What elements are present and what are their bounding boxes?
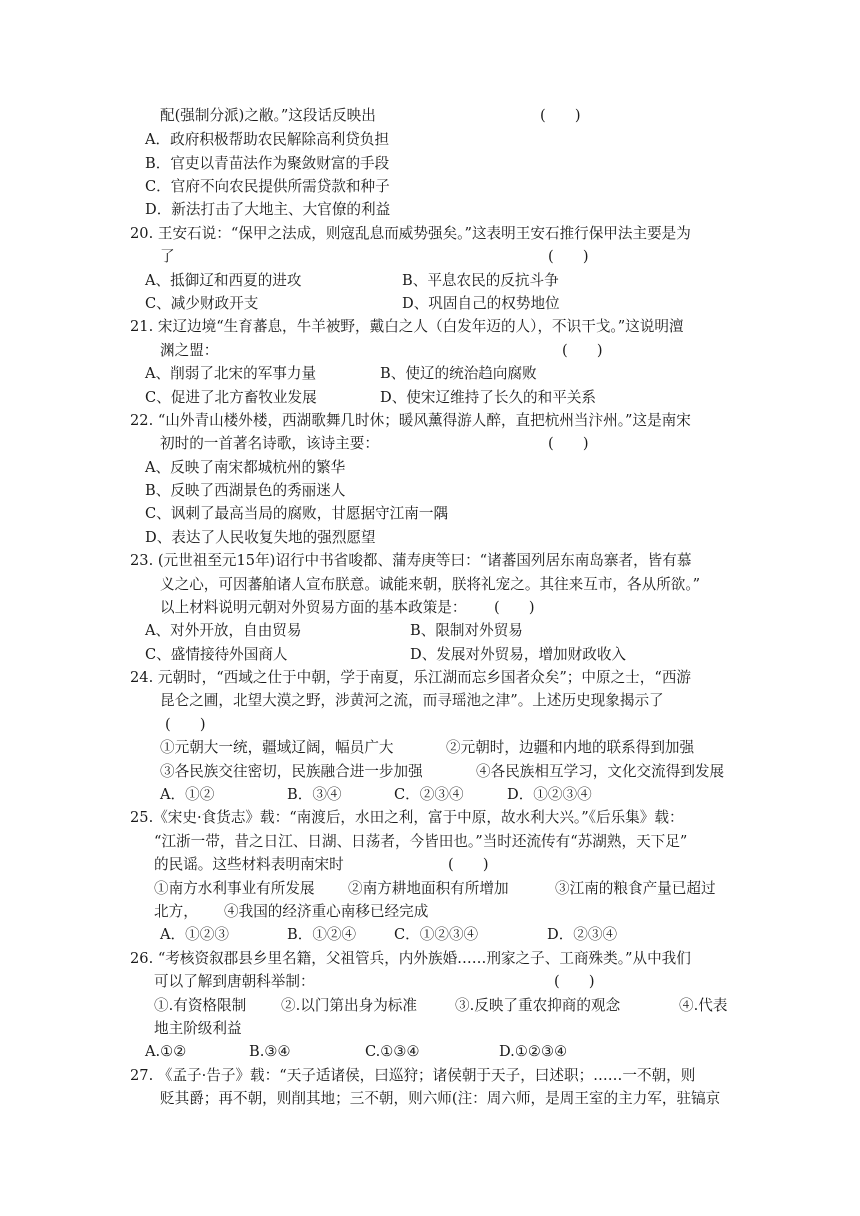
text-line: B、反映了西湖景色的秀丽迷人 (145, 482, 346, 499)
text-line: ④.代表 (679, 997, 728, 1014)
text-line: ①元朝大一统，疆域辽阔，幅员广大 (160, 739, 394, 756)
text-line: 25.《宋史·食货志》载：“南渡后，水田之利，富于中原，故水利大兴。”《后乐集》载： (130, 809, 684, 826)
text-line: ③江南的粮食产量已超过 (555, 880, 716, 897)
text-line: B．③④ (287, 786, 342, 803)
text-line: ( ) (165, 716, 206, 733)
text-line: 22. “山外青山楼外楼，西湖歌舞几时休；暖风薰得游人醉，直把杭州当汴州。”这是南宋 (130, 412, 691, 429)
text-line: C．①②③④ (394, 926, 479, 943)
text-line: 昆仑之圃，北望大漠之野，涉黄河之流，而寻瑶池之津”。上述历史现象揭示了 (160, 692, 664, 709)
text-line: ③各民族交往密切，民族融合进一步加强 (160, 763, 423, 780)
text-line: ②.以门第出身为标准 (281, 997, 417, 1014)
text-line: A.①② (145, 1043, 187, 1060)
text-line: B．官吏以青苗法作为聚敛财富的手段 (145, 155, 390, 172)
text-line: D、使宋辽维持了长久的和平关系 (380, 389, 597, 406)
text-line: A．政府积极帮助农民解除高利贷负担 (145, 131, 390, 148)
text-line: ②元朝时，边疆和内地的联系得到加强 (446, 739, 695, 756)
text-line: ④各民族相互学习，文化交流得到发展 (476, 763, 725, 780)
text-line: 23. (元世祖至元15年)诏行中书省唆都、蒲寿庚等曰：“诸蕃国列居东南岛寨者，皆有慕 (130, 552, 692, 569)
text-line: D．②③④ (547, 926, 618, 943)
text-line: 可以了解到唐朝科举制： (154, 973, 315, 990)
text-line: C、盛情接待外国商人 (145, 646, 288, 663)
text-line: ④我国的经济重心南移已经完成 (224, 903, 429, 920)
text-line: 24. 元朝时，“西域之仕于中朝，学于南夏，乐江湖而忘乡国者众矣”；中原之士，“西游 (130, 669, 692, 686)
answer-bracket: ( ) (448, 856, 489, 873)
text-line: A．①②③ (160, 926, 229, 943)
text-line: B、限制对外贸易 (410, 622, 523, 639)
text-line: 义之心，可因蕃舶诸人宣布朕意。诚能来朝，朕将礼宠之。其往来互市，各从所欲。” (160, 576, 701, 593)
text-line: A、对外开放，自由贸易 (145, 622, 302, 639)
text-line: 26. “考核资叙郡县乡里名籍，父祖管兵，内外族婚……刑家之子、工商殊类。”从中我们 (130, 950, 691, 967)
text-line: ②南方耕地面积有所增加 (348, 880, 509, 897)
answer-bracket: ( ) (548, 435, 589, 452)
text-line: A、反映了南宋都城杭州的繁华 (145, 459, 346, 476)
text-line: 的民谣。这些材料表明南宋时 (154, 856, 344, 873)
text-line: C、讽刺了最高当局的腐败，甘愿据守江南一隅 (145, 505, 449, 522)
text-line: 初时的一首著名诗歌，该诗主要： (160, 435, 379, 452)
text-line: 地主阶级利益 (154, 1020, 242, 1037)
answer-bracket: ( ) (548, 248, 589, 265)
text-line: D.①②③④ (499, 1043, 568, 1060)
text-line: 渊之盟： (160, 342, 219, 359)
text-line: B、使辽的统治趋向腐败 (380, 365, 537, 382)
text-line: 贬其爵；再不朝，则削其地；三不朝，则六师(注：周六师，是周王室的主力军，驻镐京 (160, 1090, 721, 1107)
text-line: 20. 王安石说：“保甲之法成，则寇乱息而威势强矣。”这表明王安石推行保甲法主要是为 (130, 225, 691, 242)
text-line: D、发展对外贸易，增加财政收入 (410, 646, 627, 663)
text-line: B.③④ (249, 1043, 291, 1060)
text-line: C．②③④ (394, 786, 464, 803)
text-line: C．官府不向农民提供所需贷款和种子 (145, 178, 390, 195)
text-line: A、抵御辽和西夏的进攻 (145, 272, 302, 289)
text-line: ①南方水利事业有所发展 (154, 880, 315, 897)
text-line: 27. 《孟子·告子》载：“天子适诸侯，曰巡狩；诸侯朝于天子，曰述职；……一不朝，则 (130, 1067, 696, 1084)
text-line: 21. 宋辽边境“生育蕃息，牛羊被野，戴白之人（白发年迈的人），不识干戈。”这说明澶 (130, 318, 684, 335)
text-line: “江浙一带，昔之日江、日湖、日荡者，今皆田也。”当时还流传有“苏湖熟，天下足” (154, 833, 688, 850)
text-line: D．①②③④ (507, 786, 592, 803)
text-line: B、平息农民的反抗斗争 (402, 272, 559, 289)
text-line: C、促进了北方畜牧业发展 (145, 389, 317, 406)
text-line: D．新法打击了大地主、大官僚的利益 (145, 201, 391, 218)
answer-bracket: ( ) (562, 342, 603, 359)
text-line: 配(强制分派)之敝。”这段话反映出 (160, 107, 376, 124)
text-line: 了 (160, 248, 175, 265)
answer-bracket: ( ) (494, 599, 535, 616)
text-line: A．①② (160, 786, 215, 803)
answer-bracket: ( ) (540, 107, 581, 124)
answer-bracket: ( ) (554, 973, 595, 990)
text-line: ③.反映了重农抑商的观念 (455, 997, 621, 1014)
text-line: C.①③④ (365, 1043, 420, 1060)
text-line: D、表达了人民收复失地的强烈愿望 (145, 529, 376, 546)
text-line: D、巩固自己的权势地位 (402, 295, 560, 312)
text-line: A、削弱了北宋的军事力量 (145, 365, 317, 382)
text-line: 北方， (154, 903, 198, 920)
text-line: ①.有资格限制 (154, 997, 247, 1014)
text-line: B．①②④ (287, 926, 357, 943)
text-line: 以上材料说明元朝对外贸易方面的基本政策是： (160, 599, 467, 616)
text-line: C、减少财政开支 (145, 295, 259, 312)
